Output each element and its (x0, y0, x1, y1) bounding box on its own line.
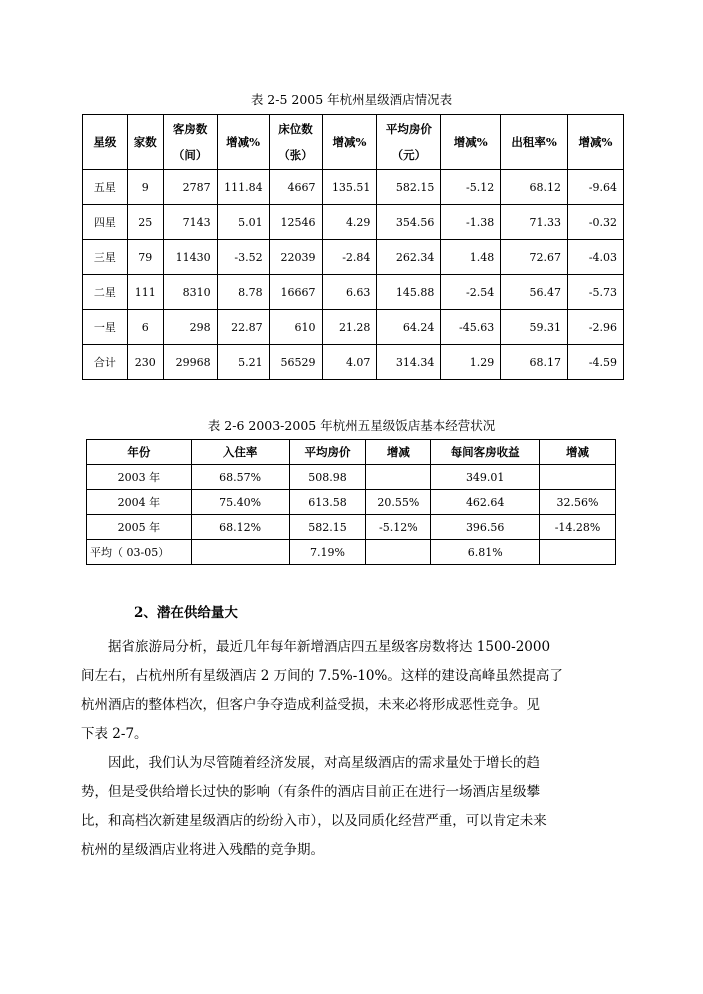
table1-cell: -5.12 (441, 170, 501, 205)
table1-cell: 三星 (83, 240, 128, 275)
table1-cell: 354.56 (377, 205, 441, 240)
table1-row (83, 275, 624, 310)
paragraph-line: 杭州的星级酒店业将进入残酷的竞争期。 (81, 842, 324, 858)
table1-cell: 135.51 (322, 170, 377, 205)
table1-header-cell (269, 115, 322, 170)
table2-cell: 349.01 (431, 465, 540, 490)
table1-cell: 合计 (83, 345, 128, 380)
section-heading: 2、潜在供给量大 (134, 605, 238, 621)
table1-header-cell (568, 115, 624, 170)
table2-cell (366, 540, 431, 565)
table1-cell: 1.48 (441, 240, 501, 275)
table2-cell: 613.58 (289, 490, 366, 515)
table2-cell (191, 540, 289, 565)
table2-cell (366, 465, 431, 490)
table2-cell: 平均（ 03-05） (87, 540, 192, 565)
table1-cell: 68.17 (501, 345, 568, 380)
table1-header-cell (127, 115, 163, 170)
table1-cell: -1.38 (441, 205, 501, 240)
table1-cell: -0.32 (568, 205, 624, 240)
table1-cell: 582.15 (377, 170, 441, 205)
table2-cell: 68.57% (191, 465, 289, 490)
table1-row (83, 240, 624, 275)
table2-header-cell: 增减 (366, 440, 431, 465)
table1-cell: 四星 (83, 205, 128, 240)
table1-cell: 4.07 (322, 345, 377, 380)
table1-header-text: 增减% (332, 135, 367, 149)
table2-cell: 396.56 (431, 515, 540, 540)
table2-header-cell: 每间客房收益 (431, 440, 540, 465)
table1-cell: 1.29 (441, 345, 501, 380)
table2-cell: 462.64 (431, 490, 540, 515)
table1-row (83, 310, 624, 345)
table1-header-text: 家数 (133, 135, 157, 149)
table2-cell: 2003 年 (87, 465, 192, 490)
table2-cell: 582.15 (289, 515, 366, 540)
table1-header-text: 增减% (453, 135, 488, 149)
table1-header-text: （张） (278, 148, 313, 162)
table2-cell: 68.12% (191, 515, 289, 540)
paragraph-line: 势，但是受供给增长过快的影响（有条件的酒店目前正在进行一场酒店星级攀 (81, 784, 540, 800)
paragraph-line: 下表 2-7。 (81, 726, 148, 742)
table1-header-cell (83, 115, 128, 170)
table1-cell: 12546 (269, 205, 322, 240)
table1-cell: -9.64 (568, 170, 624, 205)
table1-header-text: 平均房价 (385, 122, 432, 136)
table1-cell: 64.24 (377, 310, 441, 345)
table1-cell: 72.67 (501, 240, 568, 275)
table1-cell: 21.28 (322, 310, 377, 345)
table1-cell: 9 (127, 170, 163, 205)
table1-cell: 22.87 (217, 310, 269, 345)
table1-row (83, 205, 624, 240)
table1-cell: 111.84 (217, 170, 269, 205)
table2-header-cell: 年份 (87, 440, 192, 465)
table2-cell (540, 540, 616, 565)
table2-cell: 20.55% (366, 490, 431, 515)
table1-header-cell (501, 115, 568, 170)
table1-header-cell (322, 115, 377, 170)
paragraph-conclusion (81, 749, 608, 865)
table2-cell (540, 465, 616, 490)
table1-cell: -2.84 (322, 240, 377, 275)
table1-cell: 4667 (269, 170, 322, 205)
table1-cell: -4.03 (568, 240, 624, 275)
table2-header-cell: 入住率 (191, 440, 289, 465)
table2-row (87, 515, 616, 540)
table1-cell: -45.63 (441, 310, 501, 345)
five-star-ops-table (86, 439, 616, 565)
paragraph-line: 据省旅游局分析，最近几年每年新增酒店四五星级客房数将达 1500-2000 (108, 639, 551, 655)
table1-cell: 25 (127, 205, 163, 240)
table1-cell: 二星 (83, 275, 128, 310)
table2-caption: 表 2-6 2003-2005 年杭州五星级饭店基本经营状况 (207, 418, 496, 433)
paragraph-line: 杭州酒店的整体档次，但客户争夺造成利益受损，未来必将形成恶性竞争。见 (81, 697, 540, 713)
table2-row (87, 490, 616, 515)
table1-header-cell (441, 115, 501, 170)
table1-cell: 56529 (269, 345, 322, 380)
table2-cell: 7.19% (289, 540, 366, 565)
table1-cell: 68.12 (501, 170, 568, 205)
table1-header-text: 出租率% (511, 135, 557, 149)
table2-header-row (87, 440, 616, 465)
table1-header-text: 星级 (93, 135, 117, 149)
table2-cell: 6.81% (431, 540, 540, 565)
table1-header-text: （间） (172, 148, 208, 162)
table1-cell: 230 (127, 345, 163, 380)
table1-header-text: （元） (391, 148, 427, 162)
table1-cell: 262.34 (377, 240, 441, 275)
table2-cell: 2005 年 (87, 515, 192, 540)
table2-header-cell: 增减 (540, 440, 616, 465)
table1-cell: 610 (269, 310, 322, 345)
table1-cell: 5.01 (217, 205, 269, 240)
table1-row (83, 345, 624, 380)
table1-cell: 111 (127, 275, 163, 310)
paragraph-line: 间左右，占杭州所有星级酒店 2 万间的 7.5%-10%。这样的建设高峰虽然提高了 (81, 668, 563, 684)
table1-cell: 11430 (163, 240, 217, 275)
table1-row (83, 170, 624, 205)
table1-header-text: 增减% (578, 135, 613, 149)
table2-cell: 75.40% (191, 490, 289, 515)
table1-cell: -3.52 (217, 240, 269, 275)
table2-cell: -5.12% (366, 515, 431, 540)
table1-header-text: 客房数 (172, 122, 208, 136)
table1-cell: 8310 (163, 275, 217, 310)
hotel-star-table (82, 114, 624, 380)
table2-cell: 2004 年 (87, 490, 192, 515)
table1-cell: 59.31 (501, 310, 568, 345)
table1-cell: 56.47 (501, 275, 568, 310)
table2-row (87, 540, 616, 565)
table1-cell: 314.34 (377, 345, 441, 380)
table1-cell: 5.21 (217, 345, 269, 380)
table1-cell: 五星 (83, 170, 128, 205)
table1-cell: -2.96 (568, 310, 624, 345)
table1-cell: 79 (127, 240, 163, 275)
table1-cell: 22039 (269, 240, 322, 275)
table1-header-text: 增减% (226, 135, 261, 149)
table1-cell: -5.73 (568, 275, 624, 310)
table1-header-row (83, 115, 624, 170)
table1-cell: -2.54 (441, 275, 501, 310)
table1-header-cell (163, 115, 217, 170)
table2-cell: -14.28% (540, 515, 616, 540)
table1-cell: 8.78 (217, 275, 269, 310)
table1-cell: 7143 (163, 205, 217, 240)
table1-cell: 71.33 (501, 205, 568, 240)
table1-header-cell (377, 115, 441, 170)
table1-cell: 一星 (83, 310, 128, 345)
paragraph-supply (81, 633, 608, 749)
paragraph-line: 比，和高档次新建星级酒店的纷纷入市），以及同质化经营严重，可以肯定未来 (81, 813, 547, 829)
table1-cell: 4.29 (322, 205, 377, 240)
table1-cell: -4.59 (568, 345, 624, 380)
table1-cell: 6 (127, 310, 163, 345)
table1-cell: 298 (163, 310, 217, 345)
table1-cell: 145.88 (377, 275, 441, 310)
table1-cell: 16667 (269, 275, 322, 310)
table2-header-cell: 平均房价 (289, 440, 366, 465)
table1-cell: 29968 (163, 345, 217, 380)
table1-header-text: 床位数 (278, 122, 313, 136)
table1-caption: 表 2-5 2005 年杭州星级酒店情况表 (250, 92, 453, 107)
table2-cell: 32.56% (540, 490, 616, 515)
table2-cell: 508.98 (289, 465, 366, 490)
table1-cell: 6.63 (322, 275, 377, 310)
table1-cell: 2787 (163, 170, 217, 205)
paragraph-line: 因此，我们认为尽管随着经济发展，对高星级酒店的需求量处于增长的趋 (108, 755, 540, 771)
table2-row (87, 465, 616, 490)
table1-header-cell (217, 115, 269, 170)
